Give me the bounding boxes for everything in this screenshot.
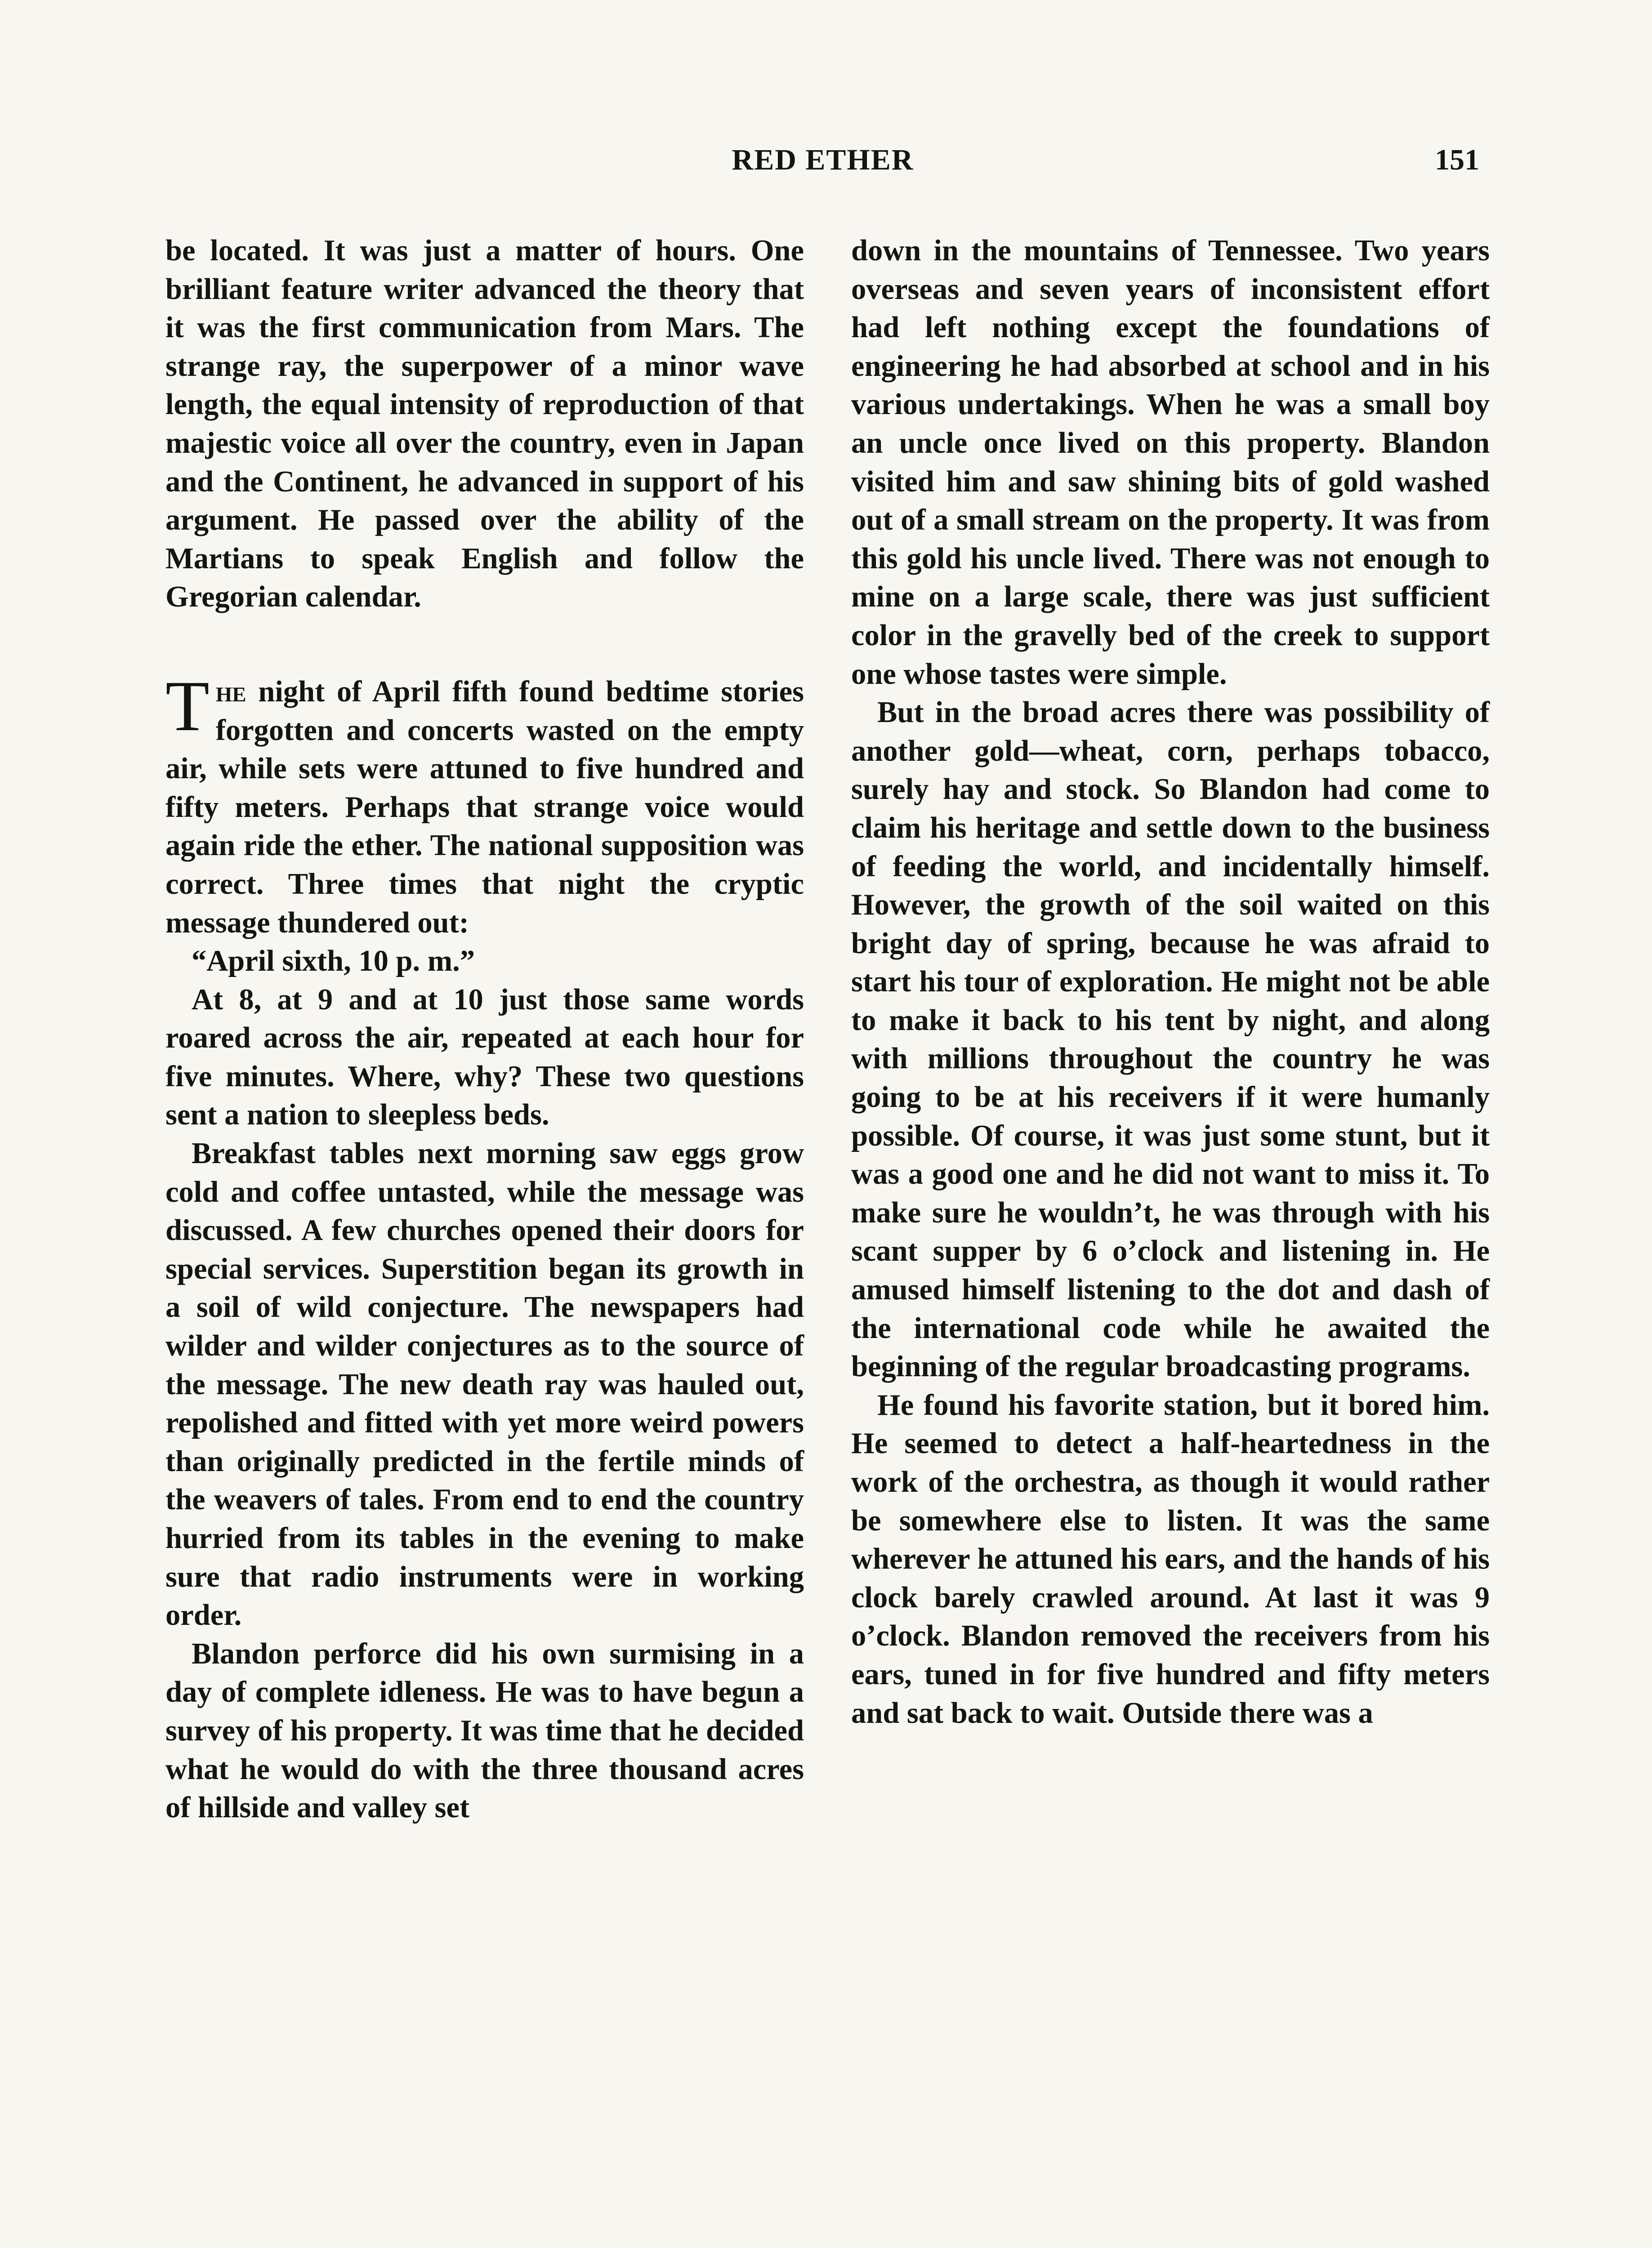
- paragraph: At 8, at 9 and at 10 just those same words roared across the air, repeated at each hour for five minutes. Where, why? These two questions sent a nation to sleepless beds.: [165, 983, 804, 1132]
- small-caps-word: he: [215, 675, 246, 708]
- paragraph: Blandon perforce did his own surmising in a day of complete idleness. He was to have begun a survey of his property. It was time that he decided what he would do with the three thousand acres of hillside and valley set: [165, 1637, 804, 1824]
- page-header: [166, 143, 1479, 183]
- drop-cap: T: [165, 665, 210, 746]
- paragraph: Breakfast tables next morning saw eggs grow cold and coffee untasted, while the message was discussed. A few churches opened their doors for special services. Superstition began its growth in a soil of wild conjecture. The newspapers had wilder and wilder conjectures as to the source of the message. The new death ray was hauled out, repolished and fitted with yet more weird powers than originally predicted in the fertile minds of the weavers of tales. From end to end the country hurried from its tables in the evening to make sure that radio instruments were in working order.: [165, 1137, 804, 1632]
- left-column: [165, 232, 804, 1827]
- paragraph-text: night of April fifth found bedtime stories forgotten and concerts wasted on the empty air, while sets were attuned to five hundred and fifty meters. Perhaps that strange voice would again ride the ether. The national supposition was correct. Three times that night the cryptic message thundered out:: [165, 675, 804, 939]
- paragraph: down in the mountains of Tennessee. Two years overseas and seven years of inconsistent effort had left nothing except the foundations of engineering he had absorbed at school and in his various undertakings. When he was a small boy an uncle once lived on this property. Blandon visited him and saw shining bits of gold washed out of a small stream on the property. It was from this gold his uncle lived. There was not enough to mine on a large scale, there was just sufficient color in the gravelly bed of the creek to support one whose tastes were simple.: [851, 234, 1490, 691]
- page-number: 151: [1435, 143, 1479, 176]
- paragraph: But in the broad acres there was possibility of another gold—wheat, corn, perhaps tobacco, surely hay and stock. So Blandon had come to claim his heritage and settle down to the business of feeding the world, and incidentally himself. However, the growth of the soil waited on this bright day of spring, because he was afraid to start his tour of exploration. He might not be able to make it back to his tent by night, and along with millions throughout the country he was going to be at his receivers if it were humanly possible. Of course, it was just some stunt, but it was a good one and he did not want to miss it. To make sure he wouldn’t, he was through with his scant supper by 6 o’clock and listening in. He amused himself listening to the dot and dash of the international code while he awaited the beginning of the regular broadcasting programs.: [851, 696, 1490, 1383]
- running-title: RED ETHER: [732, 143, 914, 176]
- paragraph: He found his favorite station, but it bored him. He seemed to detect a half-heartedness in the work of the orchestra, as though it would rather be somewhere else to listen. It was the same wherever he attuned his ears, and the hands of his clock barely crawled around. At last it was 9 o’clock. Blandon removed the receivers from his ears, tuned in for five hundred and fifty meters and sat back to wait. Outside there was a: [851, 1388, 1490, 1730]
- quoted-message: “April sixth, 10 p. m.”: [192, 945, 475, 978]
- section-opening-paragraph: [165, 665, 804, 942]
- right-column: [851, 232, 1490, 1732]
- paragraph: be located. It was just a matter of hours. One brilliant feature writer advanced the theory that it was the first communication from Mars. The strange ray, the superpower of a minor wave length, the equal intensity of reproduction of that majestic voice all over the country, even in Japan and the Continent, he advanced in support of his argument. He passed over the ability of the Martians to speak English and follow the Gregorian calendar.: [165, 234, 804, 614]
